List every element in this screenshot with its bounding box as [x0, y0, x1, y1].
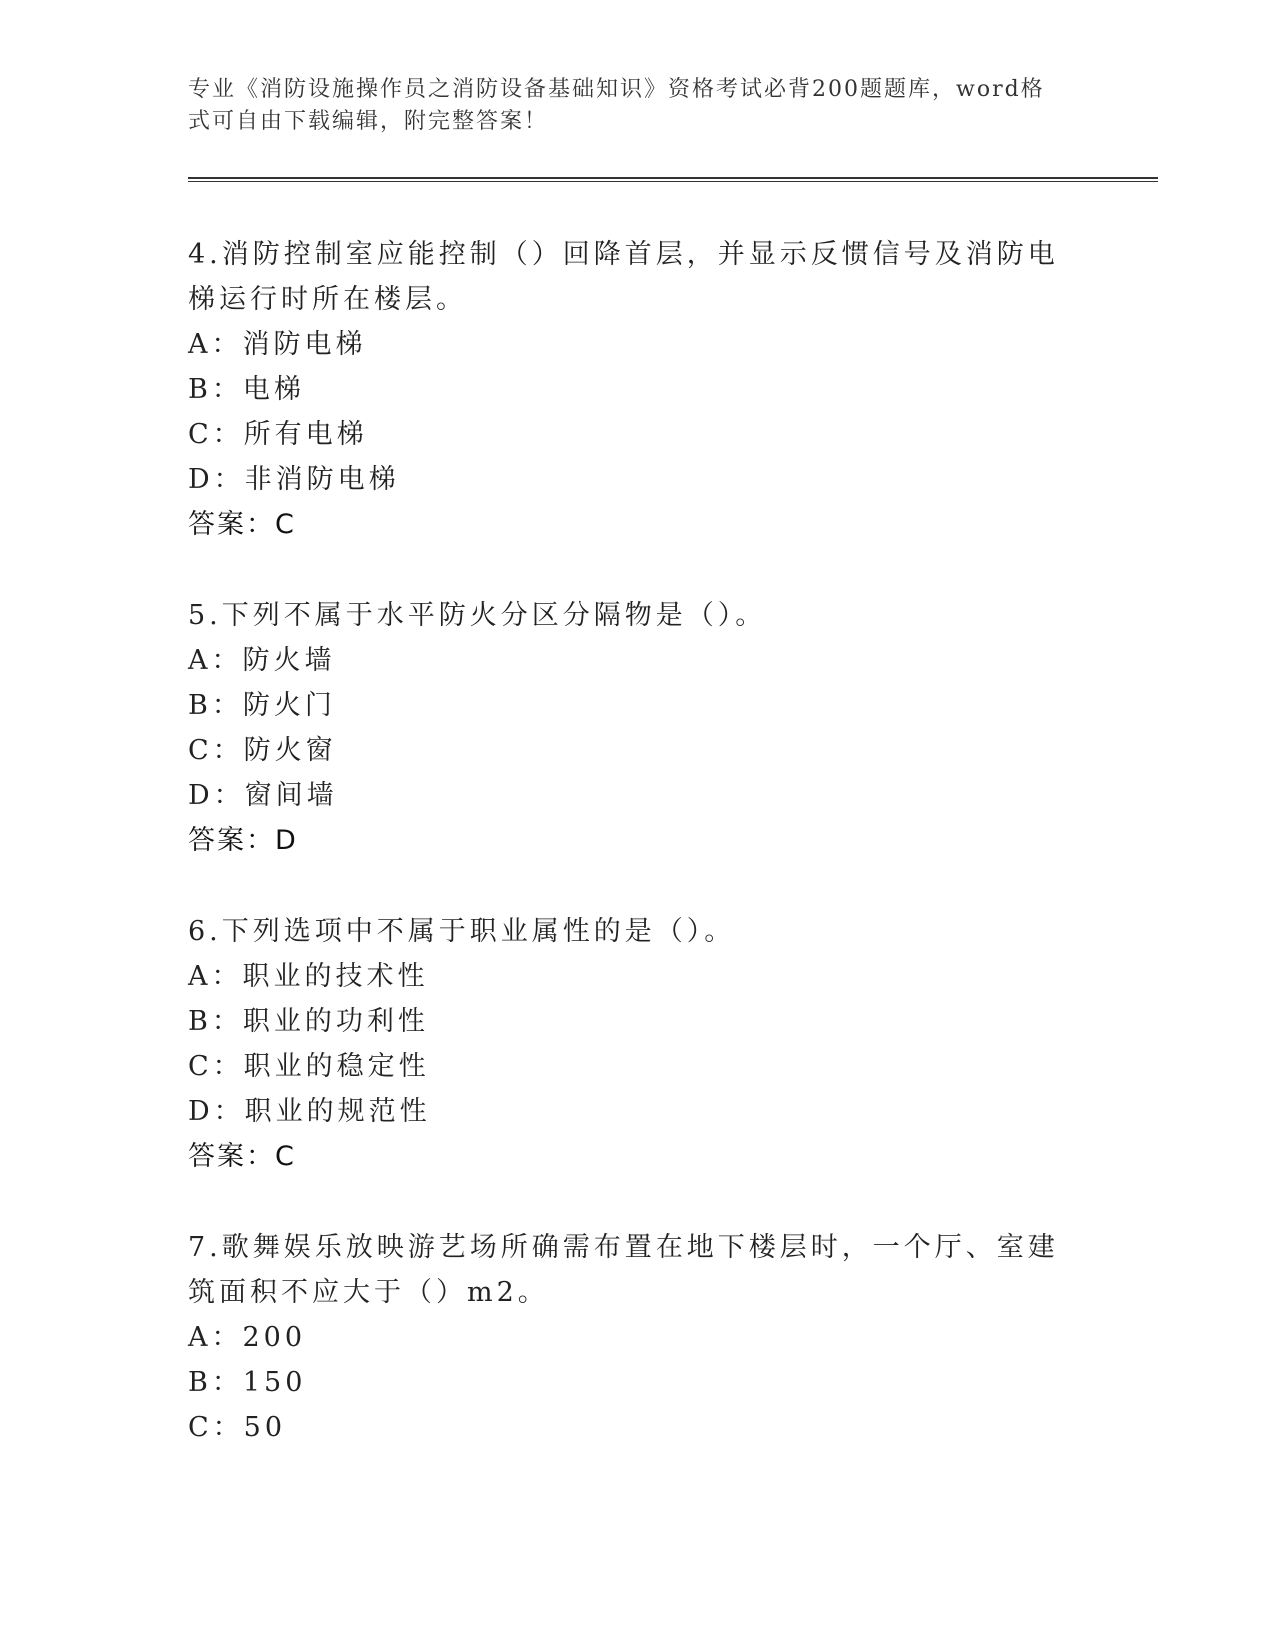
header-line-2: 式可自由下载编辑，附完整答案！	[188, 109, 549, 134]
question-text: 6.下列选项中不属于职业属性的是（）。	[188, 916, 736, 947]
option-b: B：电梯	[188, 374, 305, 405]
answer-label: 答案：D	[188, 825, 298, 856]
question-4	[188, 232, 1068, 547]
option-c: C：职业的稳定性	[188, 1051, 430, 1082]
question-6	[188, 909, 1068, 1179]
option-d: D：职业的规范性	[188, 1096, 431, 1127]
option-a: A：200	[188, 1322, 307, 1353]
header-line-1: 专业《消防设施操作员之消防设备基础知识》资格考试必背200题题库，word格	[188, 77, 1045, 102]
option-d: D：非消防电梯	[188, 464, 400, 495]
answer-label: 答案：C	[188, 509, 296, 540]
question-text: 5.下列不属于水平防火分区分隔物是（）。	[188, 600, 767, 631]
question-text: 4.消防控制室应能控制（）回降首层，并显示反惯信号及消防电梯运行时所在楼层。	[188, 239, 1059, 315]
option-c: C：50	[188, 1412, 287, 1443]
option-a: A：消防电梯	[188, 329, 367, 360]
question-list	[188, 232, 1068, 1496]
header-divider	[188, 177, 1158, 182]
answer-label: 答案：C	[188, 1141, 296, 1172]
option-a: A：职业的技术性	[188, 961, 429, 992]
option-b: B：防火门	[188, 690, 336, 721]
option-c: C：防火窗	[188, 735, 337, 766]
option-b: B：150	[188, 1367, 307, 1398]
question-text: 7.歌舞娱乐放映游艺场所确需布置在地下楼层时，一个厅、室建筑面积不应大于（）m2。	[188, 1232, 1059, 1308]
option-d: D：窗间墙	[188, 780, 338, 811]
document-header	[188, 74, 1068, 138]
option-c: C：所有电梯	[188, 419, 368, 450]
option-b: B：职业的功利性	[188, 1006, 429, 1037]
question-7	[188, 1225, 1068, 1450]
option-a: A：防火墙	[188, 645, 336, 676]
question-5	[188, 593, 1068, 863]
